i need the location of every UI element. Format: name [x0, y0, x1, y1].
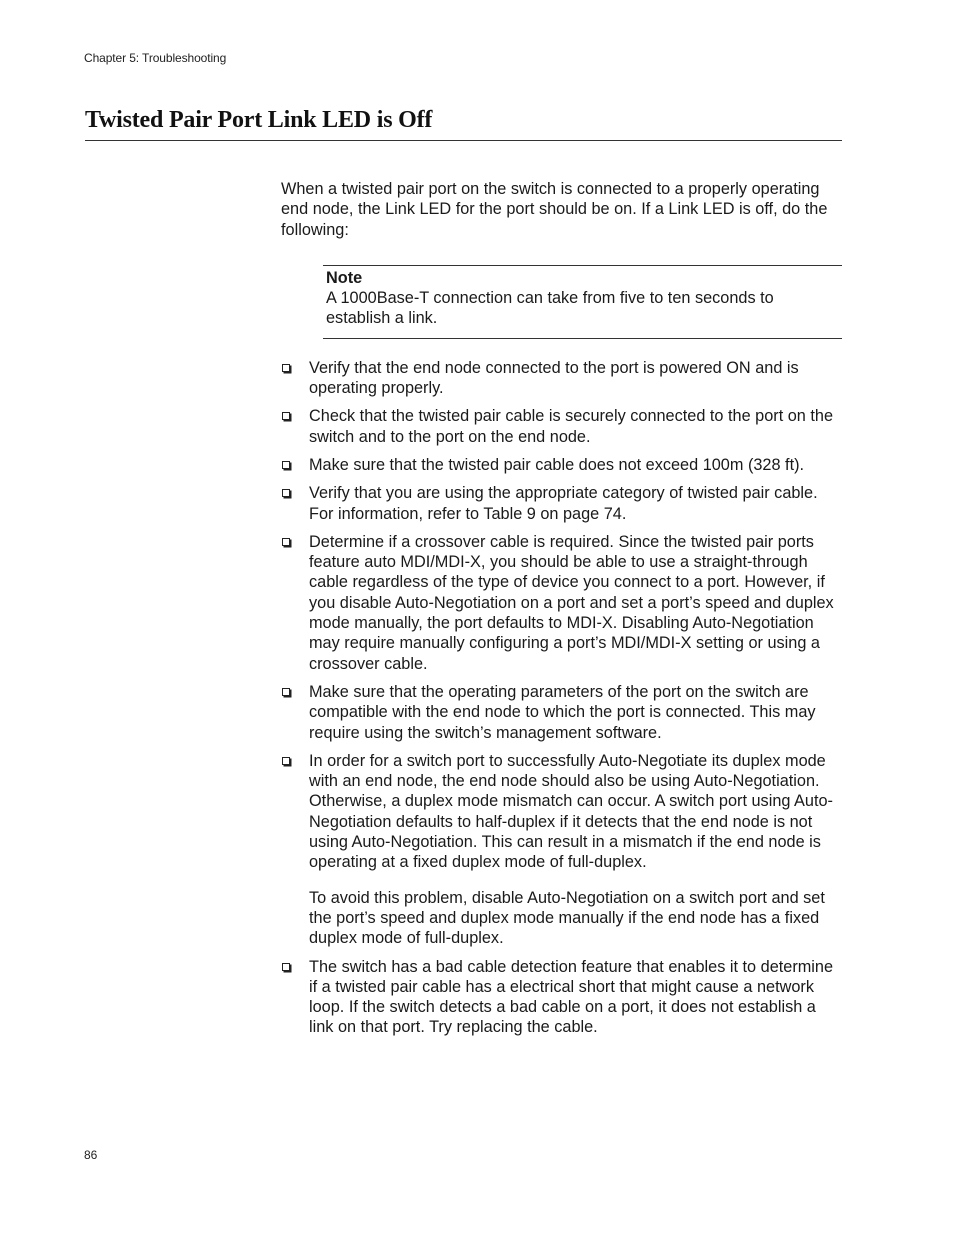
checkbox-bullet-icon: [282, 461, 290, 469]
title-rule: [85, 140, 842, 141]
list-item-text: Make sure that the twisted pair cable does not exceed 100m (328 ft).: [309, 455, 805, 474]
list-item-text: In order for a switch port to successfully Auto-Negotiate its duplex mode with an end node, the end node should also be using Auto-Negotiation. Otherwise, a duplex mode mismatch can occur. A switch port using Auto-Negotiation defaults to half-duplex if it detects that the end node is not using Auto-Negotiation. This can result in a mismatch if the end node is operating at a fixed duplex mode of full-duplex.: [309, 751, 833, 872]
list-item-text: Check that the twisted pair cable is securely connected to the port on the switch and to the port on the end node.: [309, 407, 834, 446]
checkbox-bullet-icon: [282, 538, 290, 546]
checkbox-bullet-icon: [282, 364, 290, 372]
running-head: Chapter 5: Troubleshooting: [84, 51, 227, 65]
list-item: [281, 358, 842, 399]
list-item: [281, 957, 842, 1038]
list-item: [281, 455, 842, 475]
list-item-text: The switch has a bad cable detection feature that enables it to determine if a twisted pair cable has a electrical short that might cause a network loop. If the switch detects a bad cable on a port, it does not establish a link on that port. Try replacing the cable.: [309, 957, 834, 1037]
list-item-text: Verify that the end node connected to the port is powered ON and is operating properly.: [309, 358, 799, 398]
checkbox-bullet-icon: [282, 412, 290, 420]
list-item-text: Verify that you are using the appropriate category of twisted pair cable. For information, refer to Table 9 on page 74.: [309, 484, 818, 523]
checkbox-bullet-icon: [282, 489, 290, 497]
note-box: [323, 265, 842, 339]
list-item: [281, 532, 842, 674]
page-number: 86: [84, 1148, 98, 1162]
list-item: [281, 406, 842, 447]
list-item: [281, 751, 842, 949]
checkbox-bullet-icon: [282, 757, 290, 765]
intro-paragraph: When a twisted pair port on the switch is connected to a properly operating end node, the Link LED for the port should be on. If a Link LED is off, do the following:: [281, 180, 828, 239]
list-item-continuation: To avoid this problem, disable Auto-Negotiation on a switch port and set the port’s speed and duplex mode manually if the end node has a fixed duplex mode of full-duplex.: [309, 888, 825, 948]
checkbox-bullet-icon: [282, 963, 290, 971]
list-item-text: Make sure that the operating parameters of the port on the switch are compatible with the end node to which the port is connected. This may require using the switch’s management software.: [309, 682, 816, 742]
list-item-text: Determine if a crossover cable is required. Since the twisted pair ports feature auto MDI/MDI-X, you should be able to use a straight-through cable regardless of the type of device you connect to a port. However, if you disable Auto-Negotiation on a port and set a port’s speed and duplex mode manually, the port defaults to MDI-X. Disabling Auto-Negotiation may require manually configuring a port’s MDI/MDI-X setting or using a crossover cable.: [309, 532, 834, 673]
page-title: Twisted Pair Port Link LED is Off: [85, 107, 433, 133]
list-item: [281, 483, 842, 524]
note-text: A 1000Base-T connection can take from five to ten seconds to establish a link.: [326, 289, 774, 328]
checklist: [281, 358, 842, 1038]
list-item: [281, 682, 842, 743]
body-text: [281, 179, 842, 1046]
checkbox-bullet-icon: [282, 688, 290, 696]
note-heading: Note: [326, 268, 363, 287]
